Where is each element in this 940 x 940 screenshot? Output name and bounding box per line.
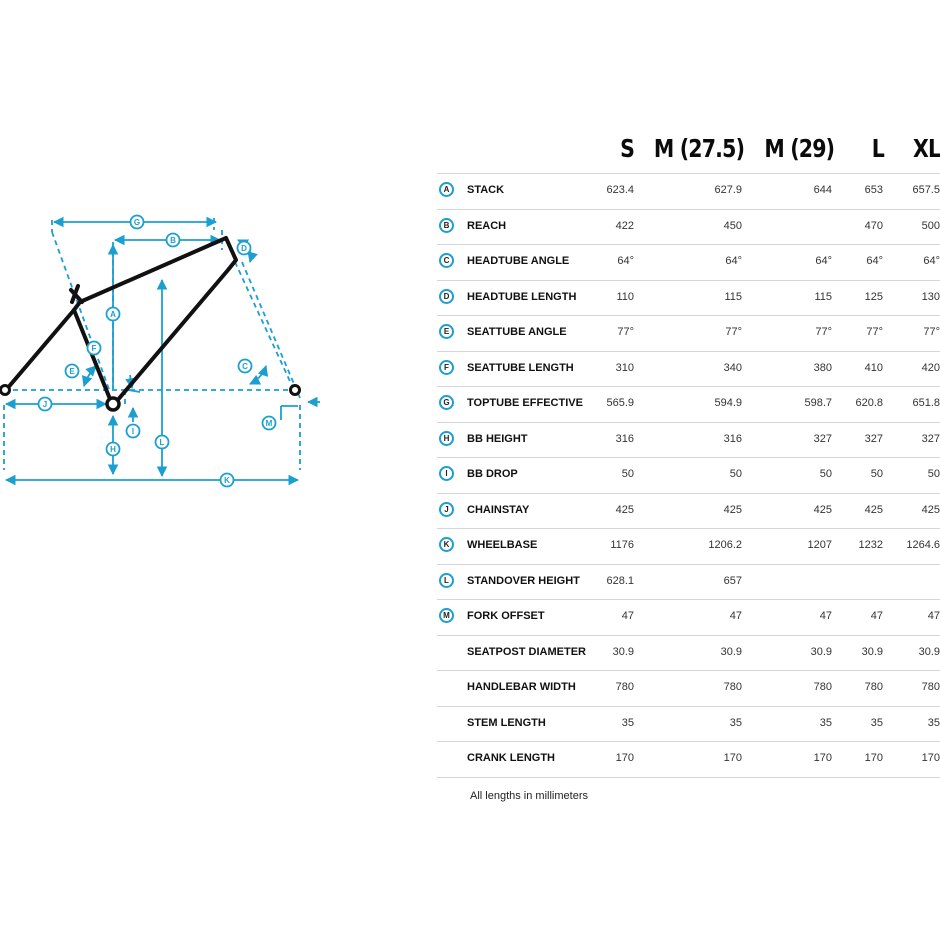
row-label: HEADTUBE ANGLE	[467, 255, 570, 267]
row-label: HEADTUBE LENGTH	[467, 290, 577, 303]
cell-value: 35	[621, 716, 634, 729]
cell-value: 627.9	[714, 184, 742, 196]
cell-value: 500	[921, 219, 940, 232]
cell-value: 644	[813, 184, 832, 196]
geometry-table	[437, 130, 940, 778]
letter-label: K	[224, 476, 230, 485]
row-label: WHEELBASE	[467, 539, 538, 551]
row-label: BB DROP	[467, 468, 518, 480]
cell-value: 628.1	[606, 574, 634, 587]
cell-value: 425	[864, 503, 883, 516]
cell-value: 780	[921, 681, 940, 693]
cell-value: 170	[813, 752, 832, 764]
cell-value: 47	[819, 610, 832, 622]
dimension-badge: J	[439, 502, 454, 517]
cell-value: 77°	[866, 326, 883, 338]
cell-value: 50	[870, 468, 883, 480]
letter-label: L	[159, 438, 165, 447]
cell-value: 170	[921, 752, 940, 764]
cell-value: 470	[864, 219, 883, 232]
cell-value: 316	[615, 432, 634, 445]
table-row	[437, 741, 940, 778]
cell-value: 327	[813, 432, 832, 445]
row-label: SEATPOST DIAMETER	[467, 645, 586, 658]
geometry-rows	[437, 173, 940, 778]
table-row	[437, 635, 940, 671]
table-row	[437, 315, 940, 351]
cell-value: 35	[729, 716, 742, 729]
size-header-l: L	[871, 134, 884, 163]
cell-value: 115	[724, 290, 742, 303]
cell-value: 77°	[617, 326, 634, 338]
cell-value: 77°	[725, 326, 742, 338]
table-row	[437, 670, 940, 706]
cell-value: 425	[723, 503, 742, 516]
cell-value: 77°	[815, 326, 832, 338]
cell-value: 316	[723, 432, 742, 445]
front-axle-icon	[291, 386, 300, 395]
guide-lines	[4, 218, 300, 470]
bottom-bracket-icon	[107, 398, 119, 410]
cell-value: 47	[927, 610, 940, 622]
letter-label: D	[241, 244, 247, 253]
cell-value: 170	[615, 752, 634, 764]
cell-value: 657	[723, 574, 742, 587]
dimension-badge: E	[439, 324, 454, 339]
cell-value: 422	[615, 219, 634, 232]
row-label: STEM LENGTH	[467, 716, 546, 729]
table-row	[437, 457, 940, 493]
letter-label: H	[110, 445, 116, 454]
cell-value: 115	[814, 290, 832, 303]
table-row	[437, 351, 940, 387]
table-row	[437, 493, 940, 529]
row-label: CHAINSTAY	[467, 503, 530, 516]
rear-axle-icon	[1, 386, 10, 395]
cell-value: 1206.2	[708, 539, 742, 551]
dimension-badge: I	[439, 466, 454, 481]
cell-value: 657.5	[912, 184, 940, 196]
cell-value: 30.9	[918, 645, 940, 658]
dimension-badge: C	[439, 253, 454, 268]
cell-value: 30.9	[861, 645, 883, 658]
size-header-m275: M (27.5)	[653, 134, 744, 163]
row-label: HANDLEBAR WIDTH	[467, 681, 576, 693]
cell-value: 130	[921, 290, 940, 303]
cell-value: 651.8	[912, 397, 940, 409]
cell-value: 64°	[725, 255, 742, 267]
cell-value: 30.9	[720, 645, 742, 658]
cell-value: 340	[723, 361, 742, 374]
dimension-badge: M	[439, 608, 454, 623]
cell-value: 35	[870, 716, 883, 729]
cell-value: 653	[864, 184, 883, 196]
size-header-row	[437, 130, 940, 173]
cell-value: 425	[921, 503, 940, 516]
bike-frame	[6, 238, 236, 404]
cell-value: 47	[621, 610, 634, 622]
row-label: SEATTUBE ANGLE	[467, 326, 567, 338]
row-label: CRANK LENGTH	[467, 752, 555, 764]
row-label: STACK	[467, 184, 505, 196]
row-label: STANDOVER HEIGHT	[467, 574, 580, 587]
row-label: SEATTUBE LENGTH	[467, 361, 574, 374]
cell-value: 35	[927, 716, 940, 729]
cell-value: 780	[864, 681, 883, 693]
cell-value: 110	[616, 290, 634, 303]
table-row	[437, 564, 940, 600]
cell-value: 1176	[610, 539, 634, 551]
cell-value: 623.4	[606, 184, 634, 196]
cell-value: 420	[921, 361, 940, 374]
row-label: TOPTUBE EFFECTIVE	[467, 397, 583, 409]
cell-value: 780	[615, 681, 634, 693]
row-label: BB HEIGHT	[467, 432, 528, 445]
size-header-xl: XL	[912, 134, 940, 163]
dimension-badge: F	[439, 360, 454, 375]
table-row	[437, 422, 940, 458]
cell-value: 35	[819, 716, 832, 729]
cell-value: 64°	[923, 255, 940, 267]
letter-label: J	[42, 400, 48, 409]
dimension-badge: A	[439, 182, 454, 197]
cell-value: 1232	[858, 539, 883, 551]
table-row	[437, 386, 940, 422]
cell-value: 327	[864, 432, 883, 445]
cell-value: 1207	[807, 539, 832, 551]
cell-value: 598.7	[804, 397, 832, 409]
cell-value: 77°	[923, 326, 940, 338]
size-header-m29: M (29)	[764, 134, 834, 163]
cell-value: 30.9	[810, 645, 832, 658]
cell-value: 64°	[617, 255, 634, 267]
cell-value: 780	[723, 681, 742, 693]
units-note: All lengths in millimeters	[470, 790, 588, 802]
cell-value: 425	[813, 503, 832, 516]
table-row	[437, 244, 940, 280]
letter-label: I	[131, 427, 135, 436]
cell-value: 327	[921, 432, 940, 445]
frame-geometry-diagram	[0, 0, 430, 940]
cell-value: 125	[864, 290, 883, 303]
cell-value: 410	[864, 361, 883, 374]
table-row	[437, 599, 940, 635]
dimension-badge: K	[439, 537, 454, 552]
letter-label: F	[91, 344, 97, 353]
cell-value: 170	[864, 752, 883, 764]
size-header-s: S	[620, 134, 634, 163]
cell-value: 64°	[815, 255, 832, 267]
table-row	[437, 209, 940, 245]
cell-value: 1264.6	[906, 539, 940, 551]
cell-value: 780	[813, 681, 832, 693]
cell-value: 47	[870, 610, 883, 622]
letter-label: A	[110, 310, 116, 319]
row-label: REACH	[467, 219, 507, 232]
cell-value: 47	[729, 610, 742, 622]
dimension-badge: H	[439, 431, 454, 446]
cell-value: 380	[813, 361, 832, 374]
table-row	[437, 173, 940, 209]
dimension-badge: B	[439, 218, 454, 233]
cell-value: 170	[723, 752, 742, 764]
table-row	[437, 528, 940, 564]
cell-value: 620.8	[855, 397, 883, 409]
dimension-badge: G	[439, 395, 454, 410]
letter-label: M	[265, 419, 273, 428]
letter-label: E	[69, 367, 75, 376]
letter-label: G	[133, 218, 141, 227]
table-row	[437, 706, 940, 742]
dimension-badge: L	[439, 573, 454, 588]
cell-value: 50	[927, 468, 940, 480]
letter-label: B	[170, 236, 176, 245]
cell-value: 30.9	[612, 645, 634, 658]
dimension-badge: D	[439, 289, 454, 304]
cell-value: 425	[615, 503, 634, 516]
table-row	[437, 280, 940, 316]
cell-value: 50	[729, 468, 742, 480]
cell-value: 50	[819, 468, 832, 480]
cell-value: 594.9	[714, 397, 742, 409]
letter-label: C	[242, 362, 248, 371]
cell-value: 565.9	[606, 397, 634, 409]
row-label: FORK OFFSET	[467, 610, 545, 622]
cell-value: 50	[621, 468, 634, 480]
cell-value: 310	[615, 361, 634, 374]
cell-value: 450	[723, 219, 742, 232]
cell-value: 64°	[866, 255, 883, 267]
